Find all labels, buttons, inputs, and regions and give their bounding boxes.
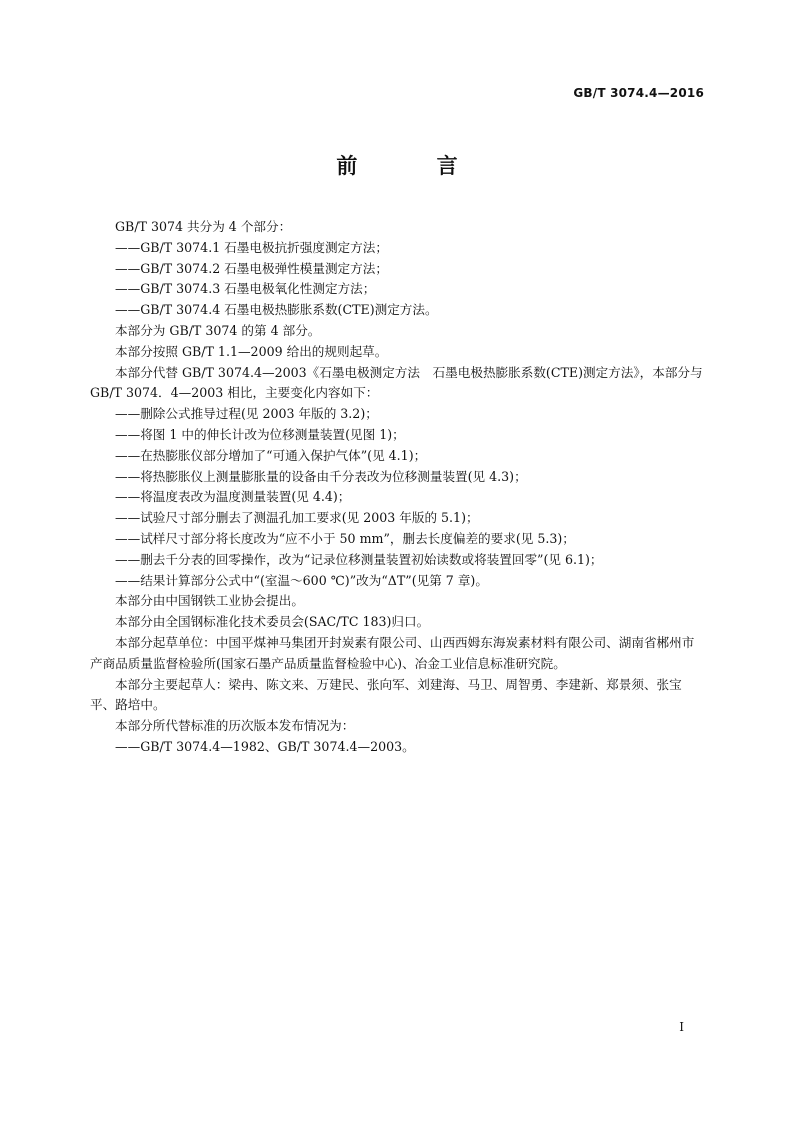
list-item: ——试验尺寸部分删去了测温孔加工要求(见 2003 年版的 5.1)；: [115, 510, 479, 526]
paragraph: 本部分由全国钢标准化技术委员会(SAC/TC 183)归口。: [115, 614, 430, 630]
page-title: 前 言: [336, 154, 494, 178]
paragraph: 本部分为 GB/T 3074 的第 4 部分。: [115, 322, 321, 338]
paragraph: GB/T 3074 共分为 4 个部分：: [115, 219, 292, 234]
list-item: ——GB/T 3074.4—1982、GB/T 3074.4—2003。: [115, 738, 415, 754]
list-item: ——将温度表改为温度测量装置(见 4.4)；: [115, 489, 351, 505]
paragraph: 本部分主要起草人：梁冉、陈文来、万建民、张向军、刘建海、马卫、周智勇、李建新、郑景须、张宝平、路培中。: [90, 676, 682, 713]
list-item: ——试样尺寸部分将长度改为“应不小于 50 mm”，删去长度偏差的要求(见 5.3)；: [115, 530, 575, 546]
list-item: ——结果计算部分公式中“(室温～600 ℃)”改为“ΔT”(见第 7 章)。: [115, 572, 488, 588]
paragraph: 本部分代替 GB/T 3074.4—2003《石墨电极测定方法 石墨电极热膨胀系数(CTE)测定方法》，本部分与 GB/T 3074．4—2003 相比，主要变化内容如下：: [90, 364, 703, 401]
list-item: ——GB/T 3074.1 石墨电极抗折强度测定方法；: [115, 239, 388, 255]
list-item: ——删除公式推导过程(见 2003 年版的 3.2)；: [115, 406, 378, 422]
document-code: GB/T 3074.4—2016: [573, 86, 704, 100]
list-item: ——GB/T 3074.4 石墨电极热膨胀系数(CTE)测定方法。: [115, 302, 438, 318]
paragraph: 本部分由中国钢铁工业协会提出。: [115, 593, 304, 609]
foreword-body: [90, 217, 704, 758]
page-number: I: [679, 1020, 684, 1034]
list-item: ——GB/T 3074.2 石墨电极弹性模量测定方法；: [115, 260, 388, 276]
list-item: ——将图 1 中的伸长计改为位移测量装置(见图 1)；: [115, 426, 405, 442]
list-item: ——GB/T 3074.3 石墨电极氧化性测定方法；: [115, 281, 376, 297]
paragraph: 本部分所代替标准的历次版本发布情况为：: [115, 718, 355, 734]
list-item: ——删去千分表的回零操作，改为“记录位移测量装置初始读数或将装置回零”(见 6.1)；: [115, 551, 603, 567]
list-item: ——在热膨胀仪部分增加了“可通入保护气体”(见 4.1)；: [115, 447, 427, 463]
list-item: ——将热膨胀仪上测量膨胀量的设备由千分表改为位移测量装置(见 4.3)；: [115, 468, 527, 484]
paragraph: 本部分按照 GB/T 1.1—2009 给出的规则起草。: [115, 343, 388, 359]
paragraph: 本部分起草单位：中国平煤神马集团开封炭素有限公司、山西西姆东海炭素材料有限公司、湖南省郴州市产商品质量监督检验所(国家石墨产品质量监督检验中心)、冶金工业信息标准研究院。: [90, 634, 695, 671]
